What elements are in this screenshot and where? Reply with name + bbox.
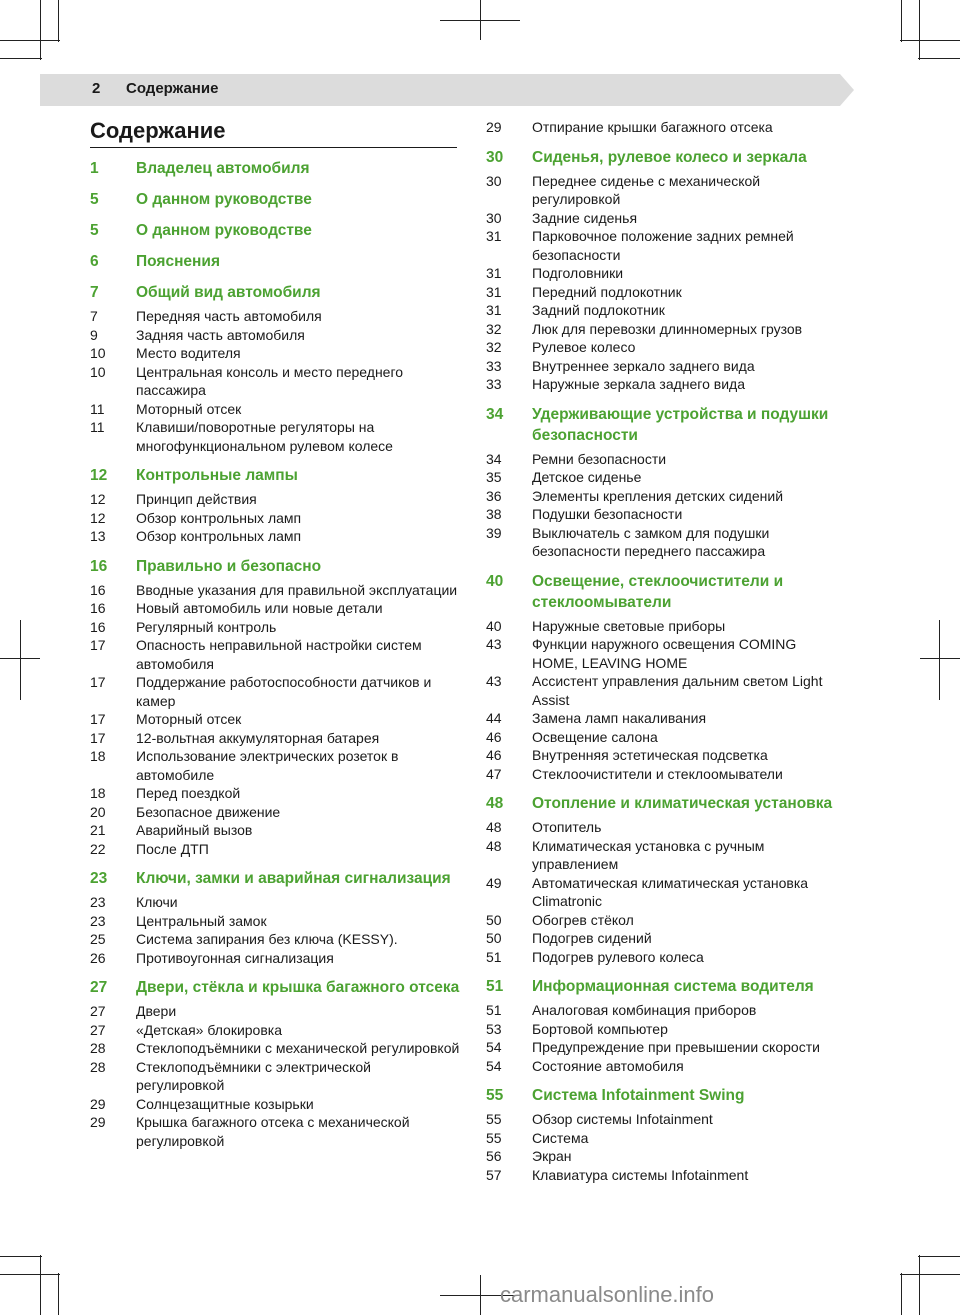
toc-entry[interactable] [486,837,846,874]
toc-entry[interactable] [486,1057,846,1076]
toc-entry[interactable] [90,803,460,822]
toc-entry-title: «Детская» блокировка [136,1021,282,1038]
toc-entry[interactable] [90,418,460,455]
toc-page-number: 54 [486,1057,502,1074]
toc-page-number: 29 [90,1095,106,1112]
toc-page-number: 12 [90,509,106,526]
toc-section-title: Пояснения [136,253,220,270]
toc-entry-title: Обогрев стёкол [532,911,634,928]
toc-entry[interactable] [90,326,460,345]
toc-page-number: 16 [90,600,106,616]
toc-page-number: 36 [486,487,502,504]
toc-section-title: Ключи, замки и аварийная сигнализация [136,870,451,887]
toc-entry[interactable] [90,729,460,748]
toc-entry-title: Стеклоочистители и стеклоомыватели [532,765,783,782]
toc-entry[interactable] [90,840,460,859]
toc-entry[interactable] [486,468,846,487]
toc-section[interactable] [90,556,460,577]
crop-mark [900,1274,960,1275]
toc-entry-title: Парковочное положение задних ремней безопасности [532,228,794,263]
toc-page-number: 48 [486,795,504,812]
toc-entry-title: Центральная консоль и место переднего пассажира [136,363,404,398]
crop-mark [40,1255,41,1315]
toc-entry[interactable] [486,672,846,709]
header-arrow [840,74,854,106]
toc-section-title: Система Infotainment Swing [532,1087,745,1104]
toc-entry-title: Аналоговая комбинация приборов [532,1002,757,1018]
toc-page-number: 16 [90,581,106,598]
toc-page-number: 57 [486,1166,502,1183]
crop-mark [0,1256,42,1257]
toc-page-number: 16 [90,618,106,635]
toc-entry[interactable] [486,1110,846,1129]
toc-section-title: Владелец автомобиля [136,160,310,177]
toc-entry[interactable] [486,450,846,469]
toc-entry-title: Выключатель с замком для подушки безопасности переднего пассажира [532,524,770,559]
toc-entry-title: Отопитель [532,819,602,835]
toc-entry-title: Место водителя [136,345,241,361]
toc-page-number: 23 [90,870,108,887]
toc-entry-title: Внутреннее зеркало заднего вида [532,357,755,374]
toc-entry[interactable] [90,509,460,528]
toc-entry-title: Передняя часть автомобиля [136,308,322,324]
crop-mark [58,1273,59,1315]
toc-page-number: 31 [486,283,502,300]
toc-entry[interactable] [90,490,460,509]
toc-entry[interactable] [486,172,846,209]
toc-page-number: 48 [486,837,502,854]
crop-mark [0,1274,60,1275]
toc-entry[interactable] [90,618,460,637]
toc-section-title: Контрольные лампы [136,467,298,484]
toc-page-number: 53 [486,1020,502,1037]
toc-section-title: Правильно и безопасно [136,557,322,575]
toc-entry-title: Функции наружного освещения COMING HOME, LEAVING HOME [532,636,797,671]
toc-page-number: 27 [90,1021,106,1038]
toc-entry-title: Принцип действия [136,491,257,507]
toc-page-number: 54 [486,1039,502,1055]
toc-entry-title: Задняя часть автомобиля [136,326,305,343]
toc-entry-title: Экран [532,1148,572,1164]
toc-entry-title: Элементы крепления детских сидений [532,487,784,504]
toc-page-number: 28 [90,1058,106,1075]
toc-entry-title: Состояние автомобиля [532,1057,684,1074]
crop-mark [900,40,960,41]
crop-mark [918,1256,960,1257]
toc-page-number: 28 [90,1040,106,1056]
toc-page-number: 21 [90,822,106,838]
toc-section[interactable] [90,251,460,272]
toc-entry-title: Система [532,1129,589,1146]
toc-entry-title: Подогрев сидений [532,930,652,946]
toc-entry[interactable] [486,283,846,302]
toc-entry-title: Стеклоподъёмники с механической регулировкой [136,1040,460,1056]
toc-entry-title: Задние сиденья [532,209,638,226]
header-page-number: 2 [92,80,101,97]
toc-entry-title: Внутренняя эстетическая подсветка [532,747,768,763]
toc-page-number: 40 [486,572,504,590]
toc-section-title: О данном руководстве [136,191,312,208]
toc-entry[interactable] [486,728,846,747]
toc-entry-title: Рулевое колесо [532,339,636,355]
toc-page-number: 31 [486,228,502,244]
toc-page-number: 12 [90,491,106,507]
toc-section[interactable] [90,189,460,210]
toc-page-number: 32 [486,320,502,337]
toc-column-left [90,158,460,1150]
toc-page-number: 46 [486,747,502,763]
toc-page-number: 11 [90,419,105,435]
toc-page-number: 55 [486,1111,502,1127]
toc-page-number: 50 [486,930,502,946]
toc-section[interactable] [90,868,460,889]
toc-entry-title: Бортовой компьютер [532,1020,668,1037]
toc-page-number: 56 [486,1148,502,1164]
toc-page-number: 26 [90,949,106,966]
toc-entry-title: Вводные указания для правильной эксплуатации [136,581,458,598]
toc-entry-title: Клавиши/поворотные регуляторы на многофункциональном рулевом колесе [136,419,393,454]
toc-entry-title: Обзор системы Infotainment [532,1111,713,1127]
crop-mark [919,1255,920,1315]
toc-page-number: 47 [486,765,502,782]
toc-entry-title: Ассистент управления дальним светом Light Assist [532,673,823,708]
toc-entry-title: Моторный отсек [136,711,242,727]
toc-section[interactable] [90,977,460,998]
toc-entry[interactable] [486,1038,846,1057]
toc-entry-title: Переднее сиденье с механической регулировкой [532,172,761,207]
toc-section-title: Информационная система водителя [532,978,814,995]
toc-entry[interactable] [90,821,460,840]
toc-entry[interactable] [90,949,460,968]
toc-entry[interactable] [90,581,460,600]
toc-section[interactable] [90,282,460,303]
toc-divider [90,147,457,148]
toc-entry[interactable] [90,307,460,326]
toc-page-number: 10 [90,363,106,380]
toc-entry-title: После ДТП [136,840,209,857]
toc-entry-title: Подогрев рулевого колеса [532,948,704,965]
toc-entry-title: Люк для перевозки длинномерных грузов [532,320,803,337]
toc-page-number: 13 [90,528,106,544]
toc-entry[interactable] [486,1147,846,1166]
toc-entry-title: Центральный замок [136,912,267,929]
toc-entry-title: Предупреждение при превышении скорости [532,1039,820,1055]
crop-mark [901,0,902,42]
crop-mark [920,658,960,659]
toc-entry-title: Замена ламп накаливания [532,710,707,726]
toc-page-number: 18 [90,785,106,801]
toc-entry[interactable] [486,487,846,506]
toc-page-number: 12 [90,467,108,484]
toc-entry[interactable] [90,673,460,710]
toc-entry-title: Климатическая установка с ручным управлением [532,837,765,872]
toc-entry-title: Крышка багажного отсека с механической регулировкой [136,1114,410,1149]
toc-entry[interactable] [90,1058,460,1095]
toc-page-number: 6 [90,253,99,270]
toc-page-number: 29 [486,119,502,135]
toc-entry-title: Освещение салона [532,728,658,745]
toc-entry[interactable] [90,893,460,912]
toc-page-number: 48 [486,819,502,835]
toc-page-number: 17 [90,637,106,653]
toc-page-number: 44 [486,710,502,726]
toc-page-number: 16 [90,557,108,575]
toc-page-number: 1 [90,160,99,177]
toc-section[interactable] [486,147,846,168]
toc-entry-title: Поддержание работоспособности датчиков и камер [136,674,432,709]
toc-section-title: Удерживающие устройства и подушки безопасности [532,405,829,444]
toc-page-number: 43 [486,636,502,652]
toc-entry[interactable] [486,524,846,561]
toc-entry[interactable] [486,874,846,911]
toc-entry[interactable] [486,911,846,930]
toc-entry[interactable] [486,264,846,283]
toc-section-title: О данном руководстве [136,222,312,239]
toc-entry[interactable] [90,599,460,618]
crop-mark [0,658,40,659]
toc-page-number: 50 [486,911,502,928]
toc-entry[interactable] [486,1001,846,1020]
toc-entry-title: Опасность неправильной настройки систем автомобиля [136,637,422,672]
toc-section[interactable] [486,404,846,446]
toc-entry[interactable] [90,710,460,729]
toc-entry[interactable] [486,209,846,228]
toc-entry[interactable] [486,765,846,784]
crop-mark [0,40,60,41]
toc-page-number: 7 [90,308,98,324]
toc-page-number: 17 [90,711,106,727]
toc-entry[interactable] [90,1095,460,1114]
crop-mark [918,58,960,59]
toc-entry[interactable] [486,227,846,264]
toc-entry[interactable] [90,400,460,419]
toc-page-number: 17 [90,729,106,746]
toc-page-number: 29 [90,1114,106,1130]
toc-page-number: 22 [90,840,106,857]
toc-page-number: 34 [486,405,504,423]
toc-entry[interactable] [486,617,846,636]
toc-entry-title: Передний подлокотник [532,283,682,300]
watermark: carmanualsonline.info [500,1282,715,1307]
toc-title: Содержание [90,118,226,143]
toc-entry-title: Клавиатура системы Infotainment [532,1166,749,1183]
crop-mark [40,0,41,60]
toc-page-number: 5 [90,222,99,239]
toc-entry-title: Задний подлокотник [532,302,665,318]
toc-entry[interactable] [486,709,846,728]
toc-page-number: 33 [486,357,502,374]
toc-section-title: Освещение, стеклоочистители и стеклоомыватели [532,572,784,611]
toc-page-number: 31 [486,265,502,281]
toc-entry-title: Новый автомобиль или новые детали [136,600,383,616]
toc-entry[interactable] [90,1113,460,1150]
toc-page-number: 30 [486,172,502,189]
toc-page-number: 30 [486,148,504,166]
toc-entry-title: Двери [136,1003,177,1019]
toc-page-number: 10 [90,345,106,361]
toc-entry-title: 12-вольтная аккумуляторная батарея [136,729,380,746]
toc-page-number: 31 [486,302,502,318]
toc-entry[interactable] [486,929,846,948]
toc-entry[interactable] [486,1166,846,1185]
toc-entry[interactable] [90,930,460,949]
toc-page-number: 23 [90,912,106,929]
toc-page-number: 27 [90,979,108,996]
toc-page-number: 51 [486,948,502,965]
toc-entry[interactable] [90,636,460,673]
header-title: Содержание [126,80,219,97]
toc-entry-title: Безопасное движение [136,803,281,820]
toc-entry-title: Перед поездкой [136,785,241,801]
toc-entry[interactable] [90,747,460,784]
crop-mark [58,0,59,42]
toc-entry-title: Использование электрических розеток в автомобиле [136,748,399,783]
crop-mark [20,620,21,700]
toc-entry[interactable] [486,1129,846,1148]
toc-page-number: 55 [486,1129,502,1146]
toc-entry[interactable] [486,746,846,765]
toc-page-number: 25 [90,931,106,947]
toc-page-number: 5 [90,191,99,208]
toc-entry[interactable] [486,357,846,376]
toc-entry-title: Регулярный контроль [136,618,277,635]
toc-entry-title: Автоматическая климатическая установка Climatronic [532,874,809,909]
toc-section-title: Общий вид автомобиля [136,284,321,301]
toc-entry[interactable] [90,1021,460,1040]
toc-entry[interactable] [486,118,846,137]
toc-entry[interactable] [486,338,846,357]
toc-page-number: 27 [90,1003,106,1019]
toc-page-number: 18 [90,748,106,764]
toc-entry-title: Аварийный вызов [136,822,253,838]
toc-page-number: 49 [486,874,502,891]
crop-mark [919,0,920,60]
toc-entry[interactable] [486,635,846,672]
toc-page-number: 17 [90,674,106,690]
toc-section[interactable] [90,465,460,486]
toc-section[interactable] [486,1085,846,1106]
toc-entry[interactable] [90,1002,460,1021]
toc-entry[interactable] [486,948,846,967]
toc-column-right [486,118,846,1184]
toc-entry-title: Подушки безопасности [532,506,683,522]
toc-page-number: 39 [486,524,502,541]
toc-entry[interactable] [486,818,846,837]
toc-page-number: 33 [486,376,502,392]
toc-entry-title: Подголовники [532,265,624,281]
toc-entry[interactable] [90,784,460,803]
toc-entry-title: Стеклоподъёмники с электрической регулировкой [136,1058,371,1093]
toc-entry-title: Солнцезащитные козырьки [136,1095,314,1112]
toc-entry-title: Система запирания без ключа (KESSY). [136,931,398,947]
toc-page-number: 7 [90,284,99,301]
toc-page-number: 35 [486,469,502,485]
toc-page-number: 32 [486,339,502,355]
toc-page-number: 23 [90,894,106,910]
toc-entry-title: Наружные зеркала заднего вида [532,376,745,392]
toc-page-number: 30 [486,209,502,226]
toc-section-title: Сиденья, рулевое колесо и зеркала [532,148,807,166]
toc-page-number: 51 [486,1002,502,1018]
toc-entry[interactable] [90,912,460,931]
toc-entry[interactable] [486,1020,846,1039]
crop-mark [901,1273,902,1315]
toc-entry-title: Детское сиденье [532,469,642,485]
toc-section[interactable] [90,158,460,179]
toc-entry[interactable] [486,505,846,524]
toc-entry-title: Обзор контрольных ламп [136,528,302,544]
toc-entry[interactable] [486,301,846,320]
crop-mark [440,20,520,21]
toc-entry[interactable] [90,344,460,363]
crop-mark [0,58,42,59]
toc-section[interactable] [486,793,846,814]
toc-page-number: 9 [90,326,98,343]
toc-page-number: 38 [486,506,502,522]
toc-page-number: 11 [90,400,105,417]
toc-page-number: 34 [486,450,502,467]
toc-page-number: 46 [486,728,502,745]
toc-section[interactable] [486,976,846,997]
toc-section[interactable] [486,571,846,613]
toc-page-number: 20 [90,803,106,820]
toc-page-number: 43 [486,673,502,689]
toc-entry[interactable] [90,527,460,546]
toc-entry-title: Противоугонная сигнализация [136,949,334,966]
toc-entry-title: Ремни безопасности [532,450,667,467]
toc-entry-title: Наружные световые приборы [532,617,726,634]
toc-entry[interactable] [90,363,460,400]
toc-entry-title: Отпирание крышки багажного отсека [532,119,773,135]
toc-entry-title: Моторный отсек [136,400,242,417]
toc-entry[interactable] [90,1039,460,1058]
crop-mark [939,620,940,700]
toc-entry[interactable] [486,320,846,339]
toc-entry-title: Ключи [136,894,178,910]
toc-section[interactable] [90,220,460,241]
toc-entry[interactable] [486,375,846,394]
toc-page-number: 51 [486,978,504,995]
toc-page-number: 40 [486,617,502,634]
toc-section-title: Двери, стёкла и крышка багажного отсека [136,979,460,996]
toc-section-title: Отопление и климатическая установка [532,795,833,812]
toc-entry-title: Обзор контрольных ламп [136,509,302,526]
toc-page-number: 55 [486,1087,504,1104]
